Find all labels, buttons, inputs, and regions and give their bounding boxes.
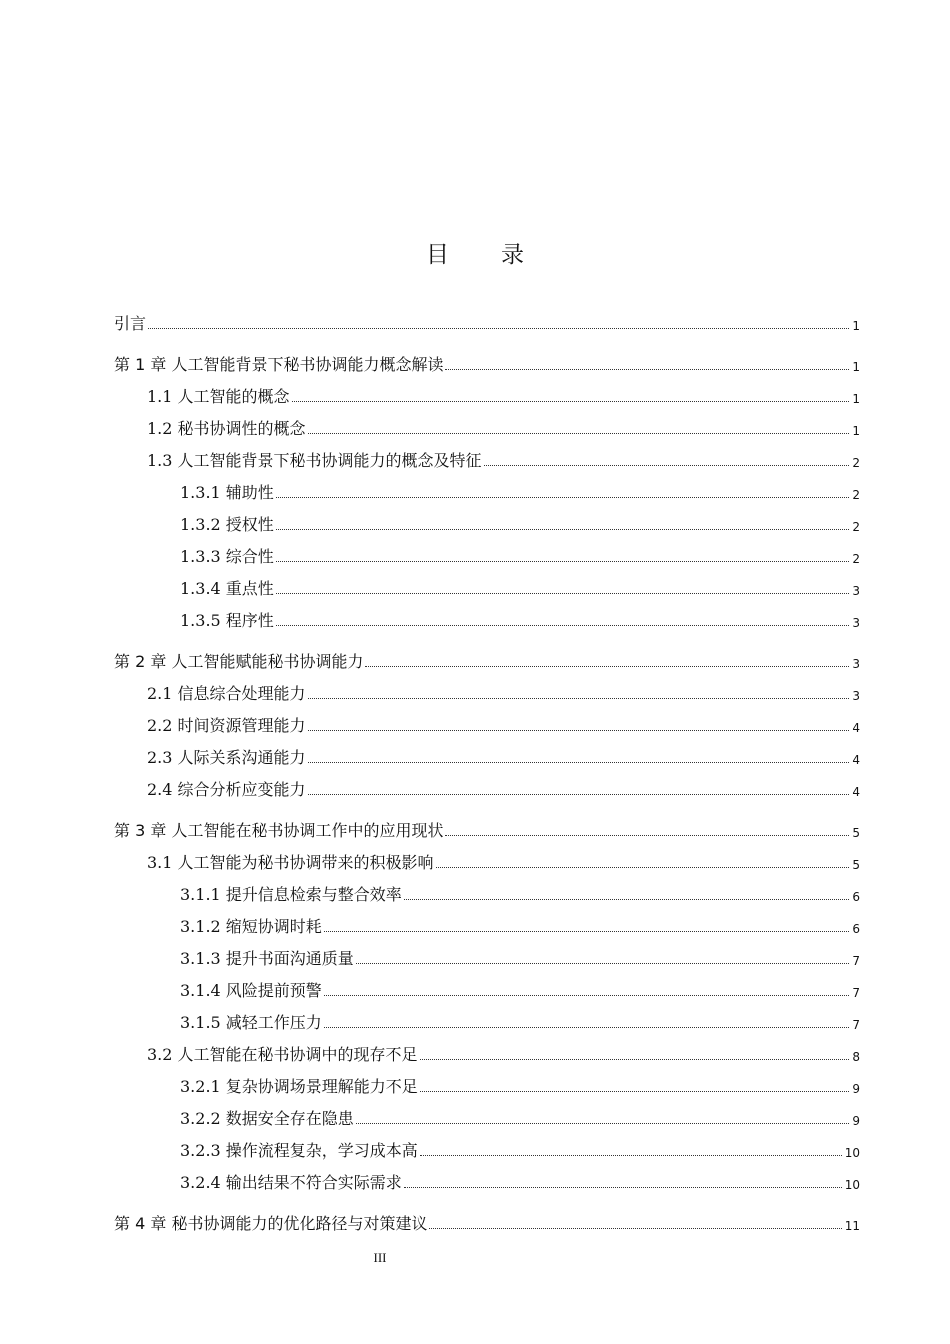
toc-entry[interactable] — [114, 1035, 860, 1067]
toc-entry[interactable] — [114, 1003, 860, 1035]
toc-entry-page: 7 — [852, 1018, 860, 1032]
toc-entry[interactable] — [114, 738, 860, 770]
toc-entry-title: 第 1 章 人工智能背景下秘书协调能力概念解读 — [114, 355, 444, 374]
toc-dot-leader — [324, 1027, 849, 1028]
toc-dot-leader — [276, 497, 849, 498]
toc-entry[interactable] — [114, 907, 860, 939]
toc-entry-page: 6 — [852, 890, 860, 904]
toc-entry-page: 7 — [852, 986, 860, 1000]
toc-dot-leader — [420, 1155, 842, 1156]
toc-entry-page: 5 — [852, 826, 860, 840]
toc-entry[interactable] — [114, 409, 860, 441]
toc-dot-leader — [484, 465, 849, 466]
toc-entry-title: 3.1.2 缩短协调时耗 — [180, 917, 322, 936]
toc-entry-title: 第 4 章 秘书协调能力的优化路径与对策建议 — [114, 1214, 428, 1233]
toc-entry-title: 3.2.4 输出结果不符合实际需求 — [180, 1173, 402, 1192]
toc-dot-leader — [308, 762, 849, 763]
toc-entry[interactable] — [114, 1099, 860, 1131]
toc-entry[interactable] — [114, 505, 860, 537]
toc-dot-leader — [445, 835, 849, 836]
toc-entry[interactable] — [114, 601, 860, 633]
toc-dot-leader — [308, 433, 849, 434]
toc-dot-leader — [324, 931, 849, 932]
toc-dot-leader — [445, 369, 849, 370]
toc-dot-leader — [276, 561, 849, 562]
toc-entry-title: 2.1 信息综合处理能力 — [147, 684, 306, 703]
title-char-2: 录 — [501, 242, 524, 268]
toc-entry-title: 1.2 秘书协调性的概念 — [147, 419, 306, 438]
toc-entry[interactable] — [114, 875, 860, 907]
toc-entry-title: 3.1.1 提升信息检索与整合效率 — [180, 885, 402, 904]
toc-entry[interactable] — [114, 770, 860, 802]
toc-entry[interactable] — [114, 811, 860, 843]
toc-dot-leader — [429, 1228, 841, 1229]
toc-entry-page: 8 — [852, 1050, 860, 1064]
toc-dot-leader — [365, 666, 849, 667]
toc-dot-leader — [148, 328, 849, 329]
title-char-1: 目 — [426, 242, 449, 268]
toc-entry-title: 2.4 综合分析应变能力 — [147, 780, 306, 799]
toc-entry-title: 第 3 章 人工智能在秘书协调工作中的应用现状 — [114, 821, 444, 840]
toc-dot-leader — [404, 899, 849, 900]
toc-dot-leader — [308, 730, 849, 731]
toc-dot-leader — [292, 401, 849, 402]
toc-entry-page: 9 — [852, 1082, 860, 1096]
toc-entry-page: 10 — [844, 1178, 860, 1192]
toc-dot-leader — [420, 1091, 849, 1092]
toc-entry-page: 7 — [852, 954, 860, 968]
toc-entry-title: 引言 — [114, 314, 147, 333]
toc-entry-title: 1.3 人工智能背景下秘书协调能力的概念及特征 — [147, 451, 482, 470]
toc-entry[interactable] — [114, 674, 860, 706]
toc-entry[interactable] — [114, 377, 860, 409]
toc-entry[interactable] — [114, 569, 860, 601]
toc-entry[interactable] — [114, 1163, 860, 1195]
toc-entry-title: 1.3.4 重点性 — [180, 579, 274, 598]
toc-entry[interactable] — [114, 843, 860, 875]
toc-entry-title: 1.3.1 辅助性 — [180, 483, 274, 502]
toc-dot-leader — [420, 1059, 849, 1060]
footer-page-number: III — [373, 1250, 387, 1265]
toc-dot-leader — [324, 995, 849, 996]
toc-entry[interactable] — [114, 1131, 860, 1163]
toc-entry-title: 1.1 人工智能的概念 — [147, 387, 290, 406]
toc-entry-title: 2.3 人际关系沟通能力 — [147, 748, 306, 767]
toc-entry-title: 3.2.3 操作流程复杂，学习成本高 — [180, 1141, 418, 1160]
toc-entry-title: 3.1.3 提升书面沟通质量 — [180, 949, 354, 968]
toc-entry-title: 第 2 章 人工智能赋能秘书协调能力 — [114, 652, 364, 671]
toc-dot-leader — [404, 1187, 842, 1188]
toc-entry-title: 3.1.4 风险提前预警 — [180, 981, 322, 1000]
toc-entry-page: 2 — [852, 488, 860, 502]
toc-entry[interactable] — [114, 1067, 860, 1099]
toc-entry-page: 4 — [852, 721, 860, 735]
toc-entry-title: 3.1 人工智能为秘书协调带来的积极影响 — [147, 853, 434, 872]
toc-entry-page: 1 — [852, 319, 860, 333]
toc-entry-page: 2 — [852, 456, 860, 470]
toc-dot-leader — [356, 1123, 849, 1124]
toc-entry[interactable] — [114, 537, 860, 569]
toc-entry-title: 1.3.2 授权性 — [180, 515, 274, 534]
toc-dot-leader — [436, 867, 849, 868]
toc-entry-title: 3.1.5 减轻工作压力 — [180, 1013, 322, 1032]
toc-entry[interactable] — [114, 345, 860, 377]
toc-entry-title: 3.2.1 复杂协调场景理解能力不足 — [180, 1077, 418, 1096]
page-title — [0, 236, 950, 269]
toc-entry-title: 1.3.5 程序性 — [180, 611, 274, 630]
toc-entry-title: 3.2 人工智能在秘书协调中的现存不足 — [147, 1045, 418, 1064]
toc-entry-page: 2 — [852, 552, 860, 566]
toc-dot-leader — [308, 794, 849, 795]
toc-entry-title: 3.2.2 数据安全存在隐患 — [180, 1109, 354, 1128]
toc-dot-leader — [276, 529, 849, 530]
toc-entry-page: 1 — [852, 424, 860, 438]
toc-entry[interactable] — [114, 971, 860, 1003]
toc-entry-page: 6 — [852, 922, 860, 936]
toc-entry-page: 3 — [852, 657, 860, 671]
toc-dot-leader — [276, 625, 849, 626]
toc-entry[interactable] — [114, 473, 860, 505]
toc-entry[interactable] — [114, 939, 860, 971]
toc-dot-leader — [308, 698, 849, 699]
toc-entry-page: 3 — [852, 584, 860, 598]
toc-entry-page: 11 — [844, 1219, 860, 1233]
toc-entry[interactable] — [114, 642, 860, 674]
toc-entry-page: 1 — [852, 392, 860, 406]
toc-entry-page: 10 — [844, 1146, 860, 1160]
toc-entry[interactable] — [114, 441, 860, 473]
toc-entry-page: 2 — [852, 520, 860, 534]
toc-entry-page: 4 — [852, 753, 860, 767]
toc-entry-page: 9 — [852, 1114, 860, 1128]
toc-entry-page: 4 — [852, 785, 860, 799]
toc-entry-page: 5 — [852, 858, 860, 872]
toc-entry-title: 1.3.3 综合性 — [180, 547, 274, 566]
toc-entry-page: 3 — [852, 616, 860, 630]
toc-entry[interactable] — [114, 706, 860, 738]
toc-dot-leader — [276, 593, 849, 594]
toc-entry[interactable] — [114, 304, 860, 336]
toc-entry-page: 3 — [852, 689, 860, 703]
toc-entry[interactable] — [114, 1204, 860, 1236]
toc-entry-title: 2.2 时间资源管理能力 — [147, 716, 306, 735]
table-of-contents — [114, 304, 860, 1236]
toc-dot-leader — [356, 963, 849, 964]
toc-entry-page: 1 — [852, 360, 860, 374]
